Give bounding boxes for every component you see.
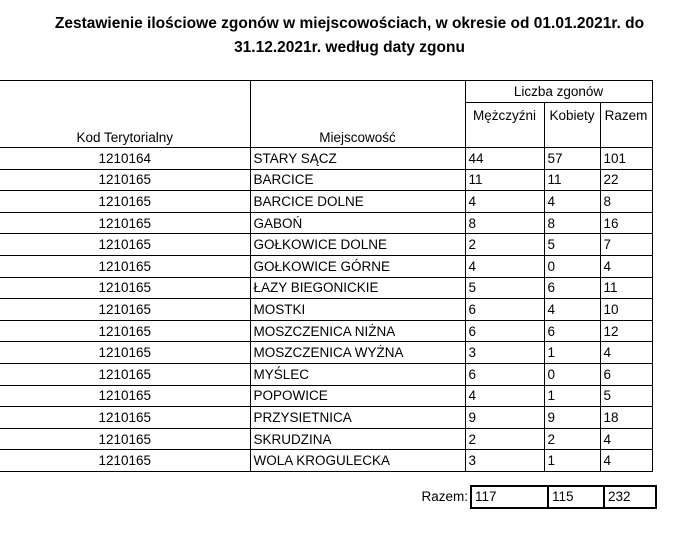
cell-kobiety: 6: [544, 320, 600, 342]
cell-kod: 1210165: [0, 450, 250, 472]
header-miejscowosc: Miejscowość: [250, 127, 465, 148]
table-row: [0, 385, 652, 407]
cell-kod: 1210165: [0, 385, 250, 407]
cell-mezczyzni: 44: [465, 148, 544, 170]
cell-mezczyzni: 9: [465, 407, 544, 429]
cell-mezczyzni: 6: [465, 299, 544, 321]
cell-miejscowosc: MYŚLEC: [250, 363, 465, 385]
table-row: [0, 363, 652, 385]
cell-miejscowosc: POPOWICE: [250, 385, 465, 407]
table-row: [0, 234, 652, 256]
table-row: [0, 191, 652, 213]
totals-row: [408, 485, 657, 508]
header-row-2: [0, 103, 652, 128]
table-row: [0, 407, 652, 429]
cell-kobiety: 0: [544, 363, 600, 385]
title-line-1: Zestawienie ilościowe zgonów w miejscowościach, w okresie od 01.01.2021r. do: [54, 15, 645, 32]
cell-razem: 4: [600, 255, 652, 277]
cell-kod: 1210165: [0, 169, 250, 191]
cell-kod: 1210165: [0, 299, 250, 321]
cell-kobiety: 1: [544, 342, 600, 364]
cell-mezczyzni: 2: [465, 234, 544, 256]
cell-kobiety: 5: [544, 234, 600, 256]
cell-miejscowosc: MOSTKI: [250, 299, 465, 321]
cell-miejscowosc: BARCICE: [250, 169, 465, 191]
cell-miejscowosc: PRZYSIETNICA: [250, 407, 465, 429]
cell-mezczyzni: 5: [465, 277, 544, 299]
table-row: [0, 320, 652, 342]
cell-kobiety: 0: [544, 255, 600, 277]
cell-mezczyzni: 8: [465, 212, 544, 234]
cell-mezczyzni: 4: [465, 255, 544, 277]
cell-razem: 22: [600, 169, 652, 191]
cell-mezczyzni: 4: [465, 385, 544, 407]
cell-kobiety: 4: [544, 191, 600, 213]
cell-razem: 4: [600, 428, 652, 450]
totals-box: [470, 485, 657, 509]
cell-kobiety: 2: [544, 428, 600, 450]
header-kobiety: Kobiety: [544, 103, 600, 128]
total-mezczyzni: 117: [472, 487, 549, 507]
total-kobiety: 115: [549, 487, 605, 507]
cell-miejscowosc: SKRUDZINA: [250, 428, 465, 450]
cell-mezczyzni: 6: [465, 320, 544, 342]
table-row: [0, 428, 652, 450]
cell-miejscowosc: GOŁKOWICE DOLNE: [250, 234, 465, 256]
cell-kod: 1210165: [0, 234, 250, 256]
cell-kobiety: 9: [544, 407, 600, 429]
cell-razem: 4: [600, 342, 652, 364]
cell-kobiety: 4: [544, 299, 600, 321]
cell-kod: 1210165: [0, 342, 250, 364]
cell-kod: 1210164: [0, 148, 250, 170]
cell-miejscowosc: GABOŃ: [250, 212, 465, 234]
cell-mezczyzni: 3: [465, 342, 544, 364]
header-row-1: [0, 81, 652, 103]
cell-miejscowosc: WOLA KROGULECKA: [250, 450, 465, 472]
cell-razem: 10: [600, 299, 652, 321]
header-liczba-zgonow: Liczba zgonów: [465, 81, 652, 103]
table-row: [0, 212, 652, 234]
cell-kobiety: 8: [544, 212, 600, 234]
cell-kobiety: 11: [544, 169, 600, 191]
cell-kod: 1210165: [0, 277, 250, 299]
cell-kobiety: 1: [544, 385, 600, 407]
cell-miejscowosc: ŁAZY BIEGONICKIE: [250, 277, 465, 299]
cell-razem: 18: [600, 407, 652, 429]
cell-kod: 1210165: [0, 191, 250, 213]
cell-kobiety: 57: [544, 148, 600, 170]
deaths-table: [0, 80, 653, 472]
cell-kod: 1210165: [0, 212, 250, 234]
cell-razem: 4: [600, 450, 652, 472]
cell-mezczyzni: 6: [465, 363, 544, 385]
cell-mezczyzni: 3: [465, 450, 544, 472]
cell-mezczyzni: 2: [465, 428, 544, 450]
cell-miejscowosc: MOSZCZENICA NIŻNA: [250, 320, 465, 342]
document-title: [0, 12, 699, 60]
cell-razem: 11: [600, 277, 652, 299]
table-row: [0, 299, 652, 321]
cell-razem: 12: [600, 320, 652, 342]
table-row: [0, 450, 652, 472]
cell-razem: 5: [600, 385, 652, 407]
cell-miejscowosc: BARCICE DOLNE: [250, 191, 465, 213]
header-kod-terytorialny: Kod Terytorialny: [76, 129, 174, 145]
table-row: [0, 169, 652, 191]
title-line-2: 31.12.2021r. według daty zgonu: [234, 39, 465, 56]
cell-kod: 1210165: [0, 320, 250, 342]
total-razem: 232: [608, 488, 631, 504]
cell-kod: 1210165: [0, 255, 250, 277]
table-row: [0, 255, 652, 277]
cell-razem: 101: [600, 148, 652, 170]
table-row: [0, 148, 652, 170]
cell-mezczyzni: 4: [465, 191, 544, 213]
cell-razem: 6: [600, 363, 652, 385]
header-row-3: [0, 127, 652, 148]
cell-mezczyzni: 11: [465, 169, 544, 191]
cell-razem: 7: [600, 234, 652, 256]
table-row: [0, 277, 652, 299]
table-row: [0, 342, 652, 364]
cell-kod: 1210165: [0, 407, 250, 429]
cell-miejscowosc: STARY SĄCZ: [250, 148, 465, 170]
header-razem: Razem: [600, 103, 652, 128]
cell-miejscowosc: MOSZCZENICA WYŻNA: [250, 342, 465, 364]
cell-miejscowosc: GOŁKOWICE GÓRNE: [250, 255, 465, 277]
cell-kobiety: 1: [544, 450, 600, 472]
cell-kod: 1210165: [0, 363, 250, 385]
cell-razem: 8: [600, 191, 652, 213]
cell-kobiety: 6: [544, 277, 600, 299]
cell-kod: 1210165: [0, 428, 250, 450]
header-mezczyzni: Mężczyźni: [465, 103, 544, 128]
totals-label: Razem:: [421, 489, 468, 504]
cell-razem: 16: [600, 212, 652, 234]
